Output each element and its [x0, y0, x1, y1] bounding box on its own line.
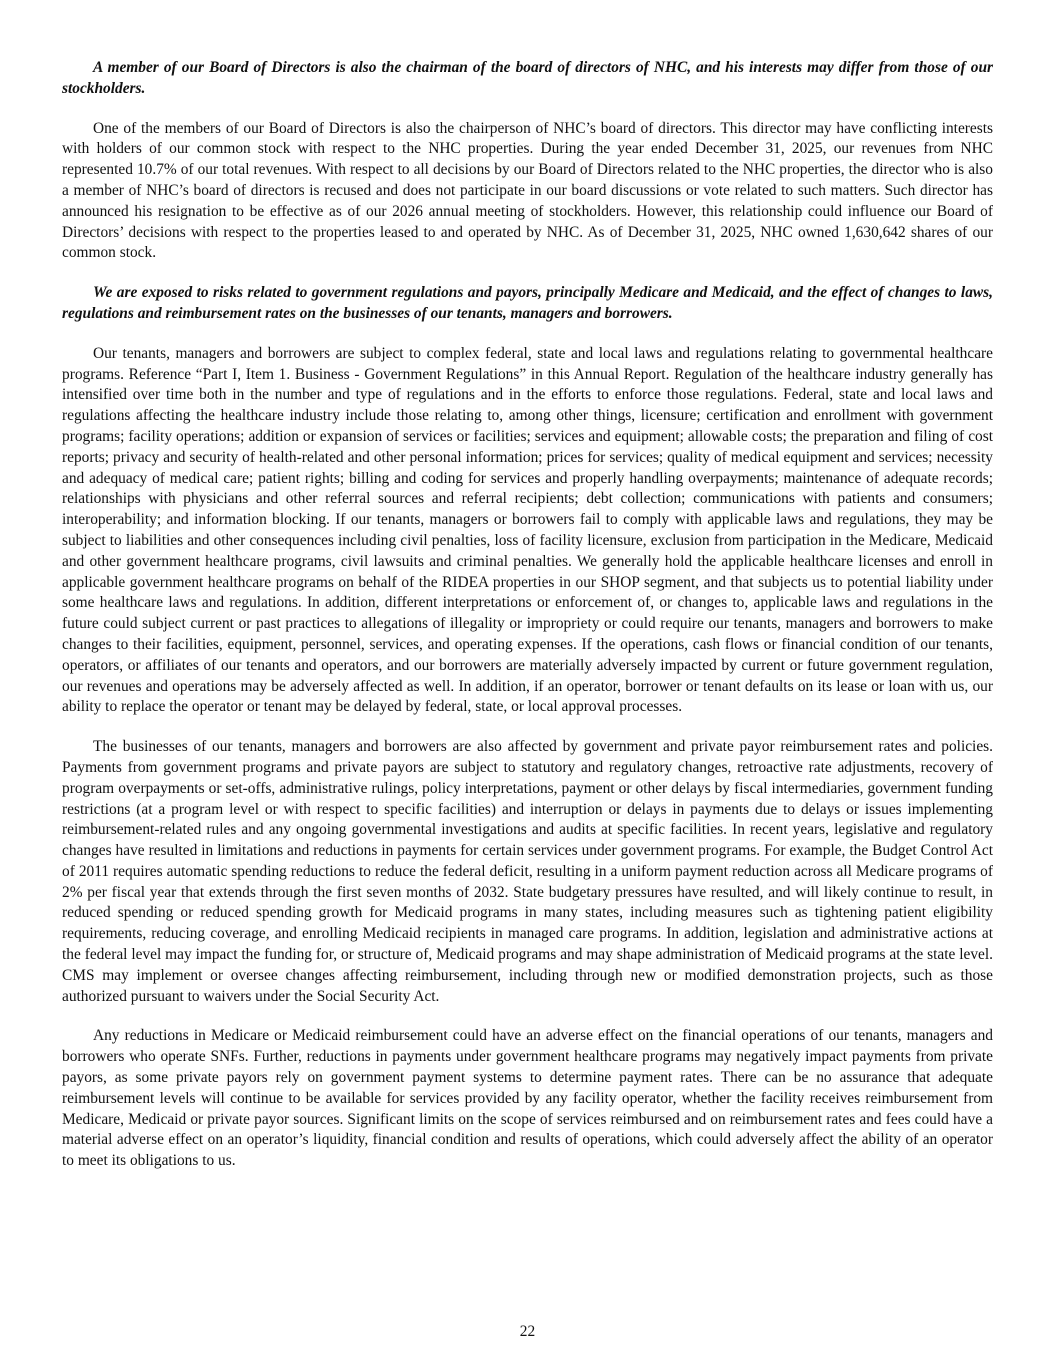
document-page: [62, 58, 993, 1191]
paragraph-reimbursement-rates: The businesses of our tenants, managers and borrowers are also affected by government and private payor reimbursement rates and policies. Payments from government programs and private payors are subject to statutory and regulatory changes, retroactive rate adjustments, recovery of program overpayments or set-offs, administrative rulings, policy interpretations, payment or other delays by fiscal intermediaries, government funding restrictions (at a program level or with respect to specific facilities) and interruption or delays in payments due to delays or issues implementing reimbursement-related rules and any ongoing governmental investigations and audits at specific facilities. In recent years, legislative and regulatory changes have resulted in limitations and reductions in payments for certain services under government programs. For example, the Budget Control Act of 2011 requires automatic spending reductions to reduce the federal deficit, resulting in a uniform payment reduction across all Medicare programs of 2% per fiscal year that extends through the first seven months of 2032. State budgetary pressures have resulted, and will likely continue to result, in reduced spending or reduced spending growth for Medicaid programs in many states, including measures such as tightening patient eligibility requirements, reducing coverage, and enrolling Medicaid recipients in managed care programs. In addition, legislation and administrative actions at the federal level may impact the funding for, or structure of, Medicaid programs and may shape administration of Medicaid programs at the state level. CMS may implement or oversee changes affecting reimbursement, including through new or modified demonstration projects, such as those authorized pursuant to waivers under the Social Security Act.: [62, 738, 993, 1005]
risk-heading-nhc-director: A member of our Board of Directors is also the chairman of the board of directors of NHC, and his interests may differ from those of our stockholders.: [62, 59, 993, 97]
risk-heading-government-regulations: We are exposed to risks related to government regulations and payors, principally Medicare and Medicaid, and the effect of changes to laws, regulations and reimbursement rates on the businesses of our tenants, managers and borrowers.: [62, 284, 993, 322]
page-number: 22: [519, 1323, 536, 1340]
paragraph-nhc-director: One of the members of our Board of Directors is also the chairperson of NHC’s board of directors. This director may have conflicting interests with holders of our common stock with respect to the NHC properties. During the year ended December 31, 2025, our revenues from NHC represented 10.7% of our total revenues. With respect to all decisions by our Board of Directors related to the NHC properties, the director who is also a member of NHC’s board of directors is recused and does not participate in our board discussions or vote related to such matters. Such director has announced his resignation to be effective as of our 2026 annual meeting of stockholders. However, this relationship could influence our Board of Directors’ decisions with respect to the properties leased to and operated by NHC. As of December 31, 2025, NHC owned 1,630,642 shares of our common stock.: [62, 119, 993, 262]
paragraph-regulations: Our tenants, managers and borrowers are subject to complex federal, state and local laws and regulations relating to governmental healthcare programs. Reference “Part I, Item 1. Business - Government Regulations” in this Annual Report. Regulation of the healthcare industry generally has intensified over time both in the number and type of regulations and in the efforts to enforce those regulations. Federal, state and local laws and regulations affecting the healthcare industry include those relating to, among other things, licensure; certification and enrollment with government programs; facility operations; addition or expansion of services or facilities; services and equipment; allowable costs; the preparation and filing of cost reports; privacy and security of health-related and other personal information; prices for services; quality of medical equipment and services; necessity and adequacy of medical care; patient rights; billing and coding for services and properly handling overpayments; maintenance of adequate records; relationships with physicians and other referral sources and referral recipients; debt collection; communications with patients and consumers; interoperability; and information blocking. If our tenants, managers or borrowers fail to comply with applicable laws and regulations, they may be subject to liabilities and other consequences including civil penalties, loss of facility licensure, exclusion from participation in the Medicare, Medicaid and other government healthcare programs, civil lawsuits and criminal penalties. We generally hold the applicable healthcare licenses and enroll in applicable government healthcare programs on behalf of the RIDEA properties in our SHOP segment, and that subjects us to potential liability under some healthcare laws and regulations. In addition, different interpretations or enforcement of, or changes to, applicable laws and regulations in the future could subject current or past practices to allegations of illegality or impropriety or could require our tenants, managers and borrowers to make changes to their facilities, equipment, personnel, services, and operating expenses. If the operations, cash flows or financial condition of our tenants, operators, or affiliates of our tenants and operators, and our borrowers are materially adversely impacted by current or future government regulation, our revenues and operations may be adversely affected as well. In addition, if an operator, borrower or tenant defaults on its lease or loan with us, our ability to replace the operator or tenant may be delayed by federal, state, or local approval processes.: [62, 344, 993, 716]
paragraph-medicare-medicaid-reductions: Any reductions in Medicare or Medicaid reimbursement could have an adverse effect on the financial operations of our tenants, managers and borrowers who operate SNFs. Further, reductions in payments under government healthcare programs may negatively impact payments from private payors, as some private payors rely on government payment systems to determine payment rates. There can be no assurance that adequate reimbursement levels will continue to be available for services provided by any facility operator, whether the facility receives reimbursement from Medicare, Medicaid or private payor sources. Significant limits on the scope of services reimbursed and on reimbursement rates and fees could have a material adverse effect on an operator’s liquidity, financial condition and results of operations, which could adversely affect the ability of an operator to meet its obligations to us.: [62, 1027, 993, 1170]
